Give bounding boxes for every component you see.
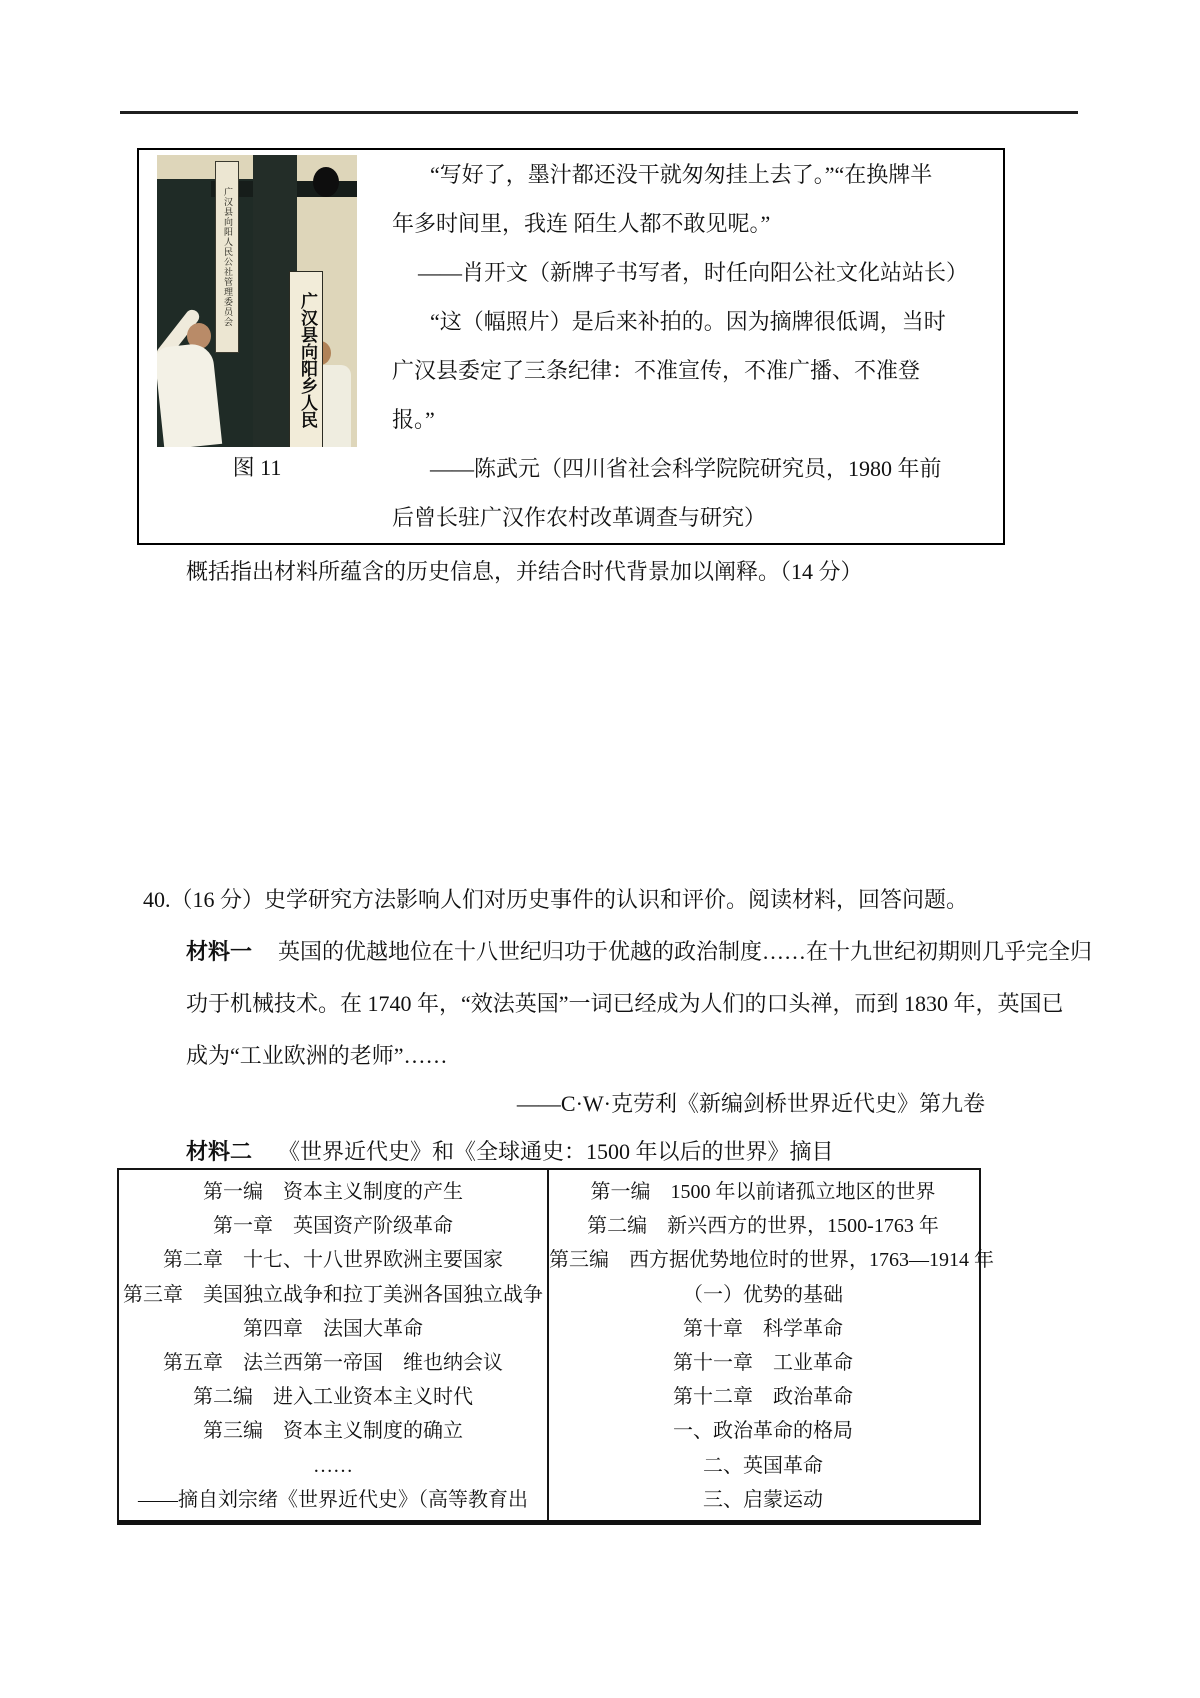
toc-row: （一）优势的基础 — [683, 1283, 843, 1306]
toc-row: 三、启蒙运动 — [703, 1488, 823, 1511]
material2-title: 《世界近代史》和《全球通史：1500 年以后的世界》摘目 — [278, 1139, 834, 1164]
figure-quote-box — [137, 148, 1005, 545]
toc-row: 第十二章 政治革命 — [673, 1386, 853, 1409]
material2-heading — [186, 1137, 834, 1167]
photo-person-left — [157, 342, 222, 447]
material1-label: 材料一 — [186, 939, 253, 964]
toc-row-source: ——摘自刘宗绪《世界近代史》（高等教育出 — [138, 1488, 528, 1511]
toc-comparison-table — [117, 1168, 994, 1525]
toc-row: 第二章 十七、十八世界欧洲主要国家 — [163, 1249, 503, 1272]
toc-left-column — [119, 1170, 549, 1520]
quote-line: “写好了，墨汁都还没干就匆匆挂上去了。”“在换牌半 — [430, 162, 933, 187]
quote-attribution: ——陈武元（四川省社会科学院院研究员，1980 年前 — [430, 456, 942, 481]
toc-row: 第三编 西方据优势地位时的世界，1763—1914 年 — [549, 1249, 994, 1272]
toc-row: 第二编 进入工业资本主义时代 — [193, 1386, 473, 1409]
toc-row: 第二编 新兴西方的世界，1500-1763 年 — [587, 1215, 939, 1238]
material1-line1 — [186, 937, 1092, 967]
quote-attribution: ——肖开文（新牌子书写者，时任向阳公社文化站站长） — [418, 260, 969, 285]
material1-line3: 成为“工业欧洲的老师”…… — [186, 1043, 448, 1068]
figure-photo — [157, 155, 357, 447]
toc-row: …… — [313, 1454, 353, 1477]
toc-row: 第四章 法国大革命 — [243, 1317, 423, 1340]
photo-new-sign-text: 广汉县向阳乡人民 — [289, 271, 323, 447]
toc-row: 第十一章 工业革命 — [673, 1351, 853, 1374]
question40-stem: 40.（16 分）史学研究方法影响人们对历史事件的认识和评价。阅读材料，回答问题。 — [143, 887, 969, 912]
toc-row: 第三编 资本主义制度的确立 — [203, 1420, 463, 1443]
toc-row: 第一章 英国资产阶级革命 — [213, 1215, 453, 1238]
toc-right-column — [549, 1170, 994, 1520]
toc-row: 第五章 法兰西第一帝国 维也纳会议 — [163, 1351, 503, 1374]
quote-line: 广汉县委定了三条纪律：不准宣传，不准广播、不准登 — [392, 358, 921, 383]
quote-line: 后曾长驻广汉作农村改革调查与研究） — [392, 505, 767, 530]
figure-caption: 图 11 — [232, 455, 282, 480]
material1-text: 英国的优越地位在十八世纪归功于优越的政治制度……在十九世纪初期则几乎完全归 — [278, 939, 1093, 964]
question39-instruction: 概括指出材料所蕴含的历史信息，并结合时代背景加以阐释。（14 分） — [186, 559, 863, 584]
photo-old-sign-text: 广汉县向阳人民公社管理委员会 — [215, 161, 239, 353]
quote-line: “这（幅照片）是后来补拍的。因为摘牌很低调，当时 — [430, 309, 946, 334]
toc-row: 一、政治革命的格局 — [673, 1420, 853, 1443]
material1-attribution: ——C·W·克劳利《新编剑桥世界近代史》第九卷 — [516, 1091, 985, 1116]
material1-line2: 功于机械技术。在 1740 年，“效法英国”一词已经成为人们的口头禅，而到 1830 年，英国已 — [186, 991, 1064, 1016]
material2-label: 材料二 — [186, 1139, 253, 1164]
page-header-rule — [120, 111, 1078, 114]
quote-line: 年多时间里，我连 陌生人都不敢见呢。” — [392, 211, 771, 236]
photo-lamp — [313, 167, 339, 197]
toc-row: 第一编 资本主义制度的产生 — [203, 1181, 463, 1203]
toc-row: 第一编 1500 年以前诸孤立地区的世界 — [590, 1181, 936, 1203]
toc-row: 第三章 美国独立战争和拉丁美洲各国独立战争 — [123, 1283, 543, 1306]
quote-line: 报。” — [392, 407, 435, 432]
toc-row: 二、英国革命 — [703, 1454, 823, 1477]
toc-row: 第十章 科学革命 — [683, 1317, 843, 1340]
